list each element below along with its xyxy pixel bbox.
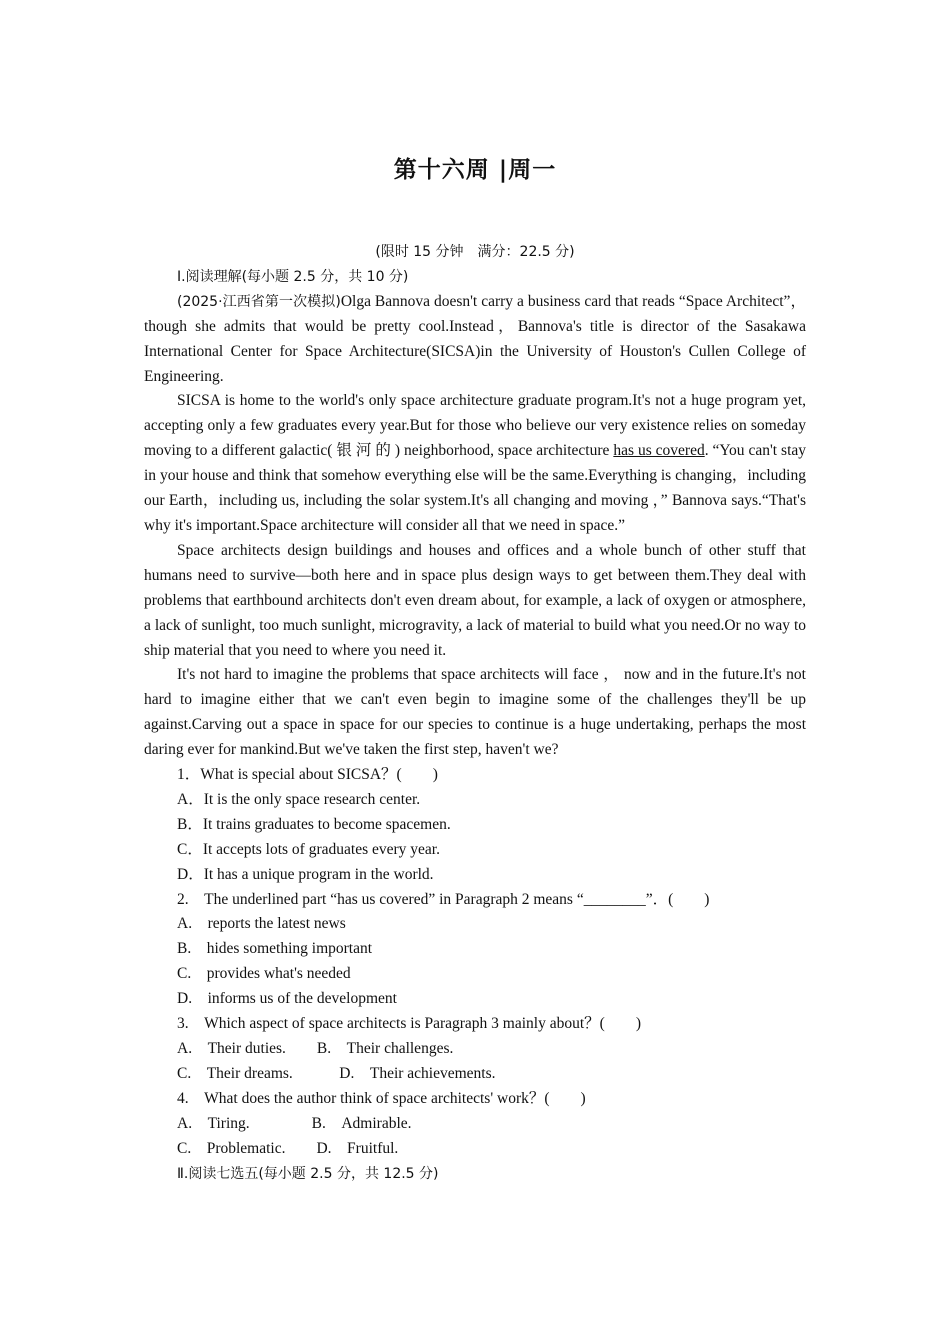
page-title: 第十六周 |周一 (393, 157, 557, 183)
time-limit-note: (限时 15 分钟 满分：22.5 分) (375, 244, 575, 260)
underlined-phrase: has us covered (613, 442, 705, 460)
passage-paragraph-4: It's not hard to imagine the problems that space architects will face ， now and in the future.It's not hard to imagine either that we can't even begin to imagine some of the challenges they'll be up against.Carving out a space in space for our species to continue is a huge undertaking, perhaps the most daring ever for mankind.But we've taken the first step, haven't we? (144, 666, 806, 759)
section-2-heading: Ⅱ.阅读七选五(每小题 2.5 分，共 12.5 分) (177, 1165, 439, 1182)
question-option: A. Their duties. B. Their challenges. (177, 1040, 454, 1057)
question-3 (144, 1012, 806, 1087)
question-option: A. reports the latest news (177, 915, 346, 933)
question-option: B．It trains graduates to become spacemen. (177, 815, 451, 833)
question-option: B. hides something important (177, 940, 373, 958)
question-option: A. Tiring. B. Admirable. (177, 1114, 412, 1132)
question-stem: 4. What does the author think of space architects' work？( ) (177, 1089, 586, 1107)
question-option: A．It is the only space research center. (177, 790, 421, 808)
document-page (144, 150, 806, 1186)
question-1 (144, 763, 806, 888)
question-option: C. Their dreams. D. Their achievements. (177, 1064, 496, 1082)
question-option: C. provides what's needed (177, 965, 351, 983)
question-stem: 1．What is special about SICSA？( ) (177, 766, 438, 784)
section-1-heading: Ⅰ.阅读理解(每小题 2.5 分，共 10 分) (177, 268, 409, 285)
question-stem: 3. Which aspect of space architects is Paragraph 3 mainly about？( ) (177, 1015, 641, 1033)
passage-paragraph-2: SICSA is home to the world's only space architecture graduate program.It's not a huge program yet, accepting only a few graduates every year.But for those who believe our very existence relies on someday moving to a different galactic( 银 河 的 ) neighborhood, space architecture has us covered. “You can't stay in your house and think that somehow everything else will be the same.Everything is changing，including our Earth，including us, including the solar system.It's all changing and moving ，” Bannova says.“That's why it's important.Space architecture will consider all that we need in space.” (144, 392, 806, 534)
question-option: C．It accepts lots of graduates every year. (177, 840, 440, 858)
source-note: (2025·江西省第一次模拟) (177, 293, 341, 310)
passage-paragraph-3: Space architects design buildings and houses and offices and a whole bunch of other stuff that humans need to survive—both here and in space plus design ways to get between them.They deal with problems that earthbound architects don't even dream about, for example, a lack of oxygen or atmosphere, a lack of sunlight, too much sunlight, microgravity, a lack of material to build what you need.Or no way to ship material that you need to where you need it. (144, 541, 806, 659)
question-option: D．It has a unique program in the world. (177, 865, 434, 883)
passage-paragraph-1: (2025·江西省第一次模拟)Olga Bannova doesn't carry a business card that reads “Space Architect”， though she admits that would be pretty cool.Instead，Bannova's title is director of the Sasakawa International Center for Space Architecture(SICSA)in the University of Houston's Cullen College of Engineering. (144, 292, 806, 385)
question-option: C. Problematic. D. Fruitful. (177, 1139, 399, 1157)
question-4 (144, 1087, 806, 1162)
question-stem: 2. The underlined part “has us covered” in Paragraph 2 means “________”．( ) (177, 890, 710, 908)
question-option: D. informs us of the development (177, 990, 397, 1008)
question-2 (144, 888, 806, 1013)
